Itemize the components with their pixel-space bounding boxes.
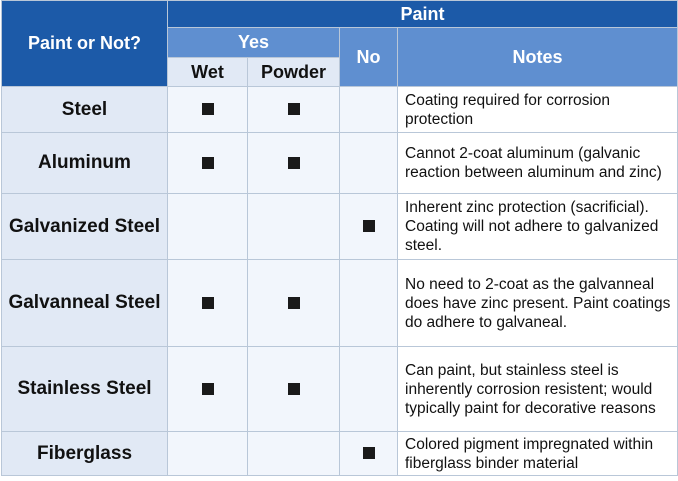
powder-cell — [248, 194, 340, 260]
square-mark-icon — [202, 103, 214, 115]
material-label: Galvanneal Steel — [2, 260, 168, 347]
paint-or-not-header: Paint or Not? — [2, 1, 168, 87]
square-mark-icon — [202, 383, 214, 395]
table-row — [2, 347, 678, 432]
notes-cell: Cannot 2-coat aluminum (galvanic reaction between aluminum and zinc) — [398, 133, 678, 194]
square-mark-icon — [288, 297, 300, 309]
powder-cell — [248, 87, 340, 133]
powder-cell — [248, 260, 340, 347]
wet-cell — [168, 432, 248, 476]
material-label: Aluminum — [2, 133, 168, 194]
wet-cell — [168, 347, 248, 432]
no-cell — [340, 260, 398, 347]
table-row — [2, 87, 678, 133]
no-cell — [340, 347, 398, 432]
table-row — [2, 194, 678, 260]
notes-cell: Coating required for corrosion protection — [398, 87, 678, 133]
wet-cell — [168, 87, 248, 133]
notes-cell: Inherent zinc protection (sacrificial). Coating will not adhere to galvanized steel. — [398, 194, 678, 260]
paint-table — [1, 0, 678, 476]
square-mark-icon — [288, 103, 300, 115]
material-label: Stainless Steel — [2, 347, 168, 432]
table-row — [2, 260, 678, 347]
powder-cell — [248, 133, 340, 194]
yes-header: Yes — [168, 28, 340, 58]
material-label: Steel — [2, 87, 168, 133]
no-cell — [340, 432, 398, 476]
table-row — [2, 432, 678, 476]
no-cell — [340, 87, 398, 133]
table-body — [2, 87, 678, 476]
square-mark-icon — [363, 447, 375, 459]
powder-cell — [248, 347, 340, 432]
wet-cell — [168, 133, 248, 194]
square-mark-icon — [288, 157, 300, 169]
notes-header: Notes — [398, 28, 678, 87]
powder-header: Powder — [248, 58, 340, 87]
material-label: Galvanized Steel — [2, 194, 168, 260]
square-mark-icon — [202, 297, 214, 309]
square-mark-icon — [202, 157, 214, 169]
notes-cell: Can paint, but stainless steel is inherently corrosion resistent; would typically paint for decorative reasons — [398, 347, 678, 432]
notes-cell: Colored pigment impregnated within fiberglass binder material — [398, 432, 678, 476]
no-cell — [340, 133, 398, 194]
square-mark-icon — [363, 220, 375, 232]
no-cell — [340, 194, 398, 260]
wet-cell — [168, 194, 248, 260]
wet-header: Wet — [168, 58, 248, 87]
material-label: Fiberglass — [2, 432, 168, 476]
table-row — [2, 133, 678, 194]
paint-header: Paint — [168, 1, 678, 28]
powder-cell — [248, 432, 340, 476]
square-mark-icon — [288, 383, 300, 395]
wet-cell — [168, 260, 248, 347]
notes-cell: No need to 2-coat as the galvanneal does have zinc present. Paint coatings do adhere to galvaneal. — [398, 260, 678, 347]
no-header: No — [340, 28, 398, 87]
